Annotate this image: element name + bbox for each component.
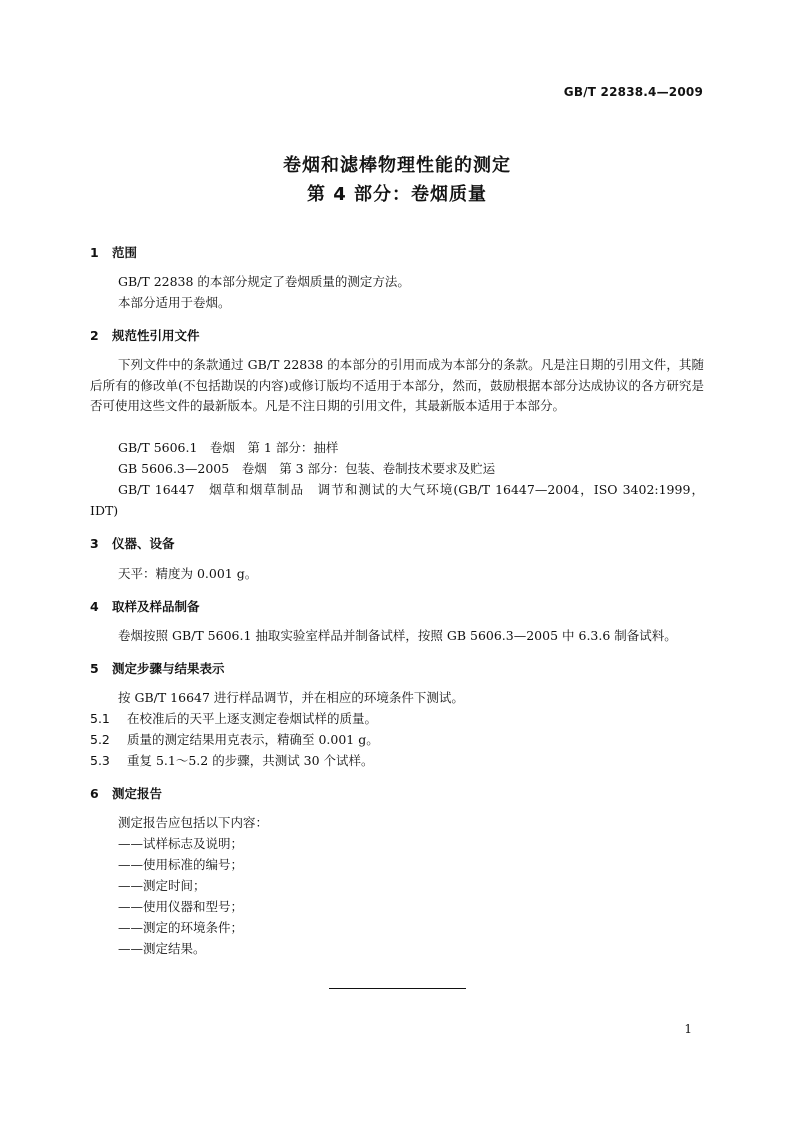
section-number: 6 [90,786,99,801]
section-heading-apparatus [90,534,175,552]
procedure-step [90,730,379,750]
section-title: 规范性引用文件 [112,328,200,343]
section-title: 取样及样品制备 [112,599,200,614]
paragraph: 卷烟按照 GB/T 5606.1 抽取实验室样品并制备试样，按照 GB 5606.3—2005 中 6.3.6 制备试料。 [118,628,677,643]
reference-item: GB/T 5606.1 卷烟 第 1 部分：抽样 [118,440,339,455]
paragraph: 下列文件中的条款通过 GB/T 22838 的本部分的引用而成为本部分的条款。凡是注日期的引用文件，其随后所有的修改单(不包括勘误的内容)或修订版均不适用于本部分，然而，鼓励根据本部分达成协议的各方研究是否可使用这些文件的最新版本。凡是不注日期的引用文件，其最新版本适用于本部分。 [90,357,704,413]
section-heading-normative-references [90,326,200,344]
page-number: 1 [684,1022,692,1036]
step-text: 在校准后的天平上逐支测定卷烟试样的质量。 [127,711,378,726]
paragraph: 按 GB/T 16647 进行样品调节，并在相应的环境条件下测试。 [118,690,464,705]
section-heading-scope [90,243,137,261]
section-heading-sampling [90,597,200,615]
section-number: 4 [90,599,99,614]
step-number: 5.3 [90,753,110,768]
step-text: 质量的测定结果用克表示，精确至 0.001 g。 [127,732,379,747]
report-list-item: ——使用仪器和型号； [118,899,244,914]
report-list-item: ——试样标志及说明； [118,836,244,851]
standard-number: GB/T 22838.4—2009 [563,85,703,99]
section-heading-procedure [90,659,225,677]
section-number: 3 [90,536,99,551]
section-heading-test-report [90,784,162,802]
report-list-item: ——测定时间； [118,878,206,893]
paragraph: 天平：精度为 0.001 g。 [118,566,258,581]
step-number: 5.2 [90,732,110,747]
paragraph: 本部分适用于卷烟。 [118,295,231,310]
end-divider [329,988,466,989]
report-list-item: ——测定的环境条件； [118,920,244,935]
section-title: 测定报告 [112,786,163,801]
section-title: 仪器、设备 [112,536,175,551]
reference-item: GB/T 16447 烟草和烟草制品 调节和测试的大气环境(GB/T 16447—2004，ISO 3402:1999，IDT) [90,482,704,518]
report-list-item: ——使用标准的编号； [118,857,244,872]
paragraph: GB/T 22838 的本部分规定了卷烟质量的测定方法。 [118,274,410,289]
section-number: 2 [90,328,99,343]
step-number: 5.1 [90,711,110,726]
report-list-item: ——测定结果。 [118,941,206,956]
document-title: 卷烟和滤棒物理性能的测定 [283,155,511,176]
section-number: 5 [90,661,99,676]
section-title: 测定步骤与结果表示 [112,661,225,676]
document-subtitle: 第 4 部分：卷烟质量 [306,184,488,205]
paragraph: 测定报告应包括以下内容： [118,815,269,830]
procedure-step [90,751,374,771]
section-number: 1 [90,245,99,260]
procedure-step [90,709,377,729]
reference-item: GB 5606.3—2005 卷烟 第 3 部分：包装、卷制技术要求及贮运 [118,461,496,476]
section-title: 范围 [112,245,138,260]
step-text: 重复 5.1～5.2 的步骤，共测试 30 个试样。 [127,753,374,768]
